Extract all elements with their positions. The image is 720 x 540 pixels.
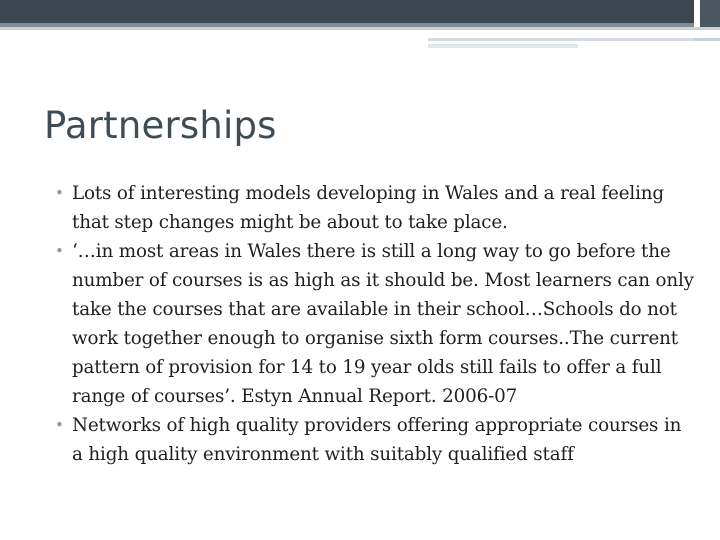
accent-line [428,38,694,41]
bullet-icon: • [55,242,64,260]
bullet-text: Lots of interesting models developing in Wales and a real feeling that step changes might be about to take place. [72,183,664,233]
slide-title: Partnerships [44,104,277,147]
bullet-list [54,179,694,469]
header-bar-underline [0,27,720,30]
accent-line-short [428,44,578,48]
bullet-text: Networks of high quality providers offering appropriate courses in a high quality environment with suitably qualified staff [72,415,682,465]
header-corner-block [700,0,720,27]
bullet-item [54,237,694,411]
bullet-icon: • [55,416,64,434]
bullet-item [54,411,694,469]
header-bar [0,0,694,23]
bullet-text: ‘…in most areas in Wales there is still a long way to go before the number of courses is as high as it should be. Most learners can only take the courses that are available in their school…Schools do not work together enough to organise sixth form courses..The current pattern of provision for 14 to 19 year olds still fails to offer a full range of courses’. Estyn Annual Report. 2006-07 [72,241,694,407]
bullet-item [54,179,694,237]
bullet-icon: • [55,184,64,202]
accent-line-right [694,38,720,41]
